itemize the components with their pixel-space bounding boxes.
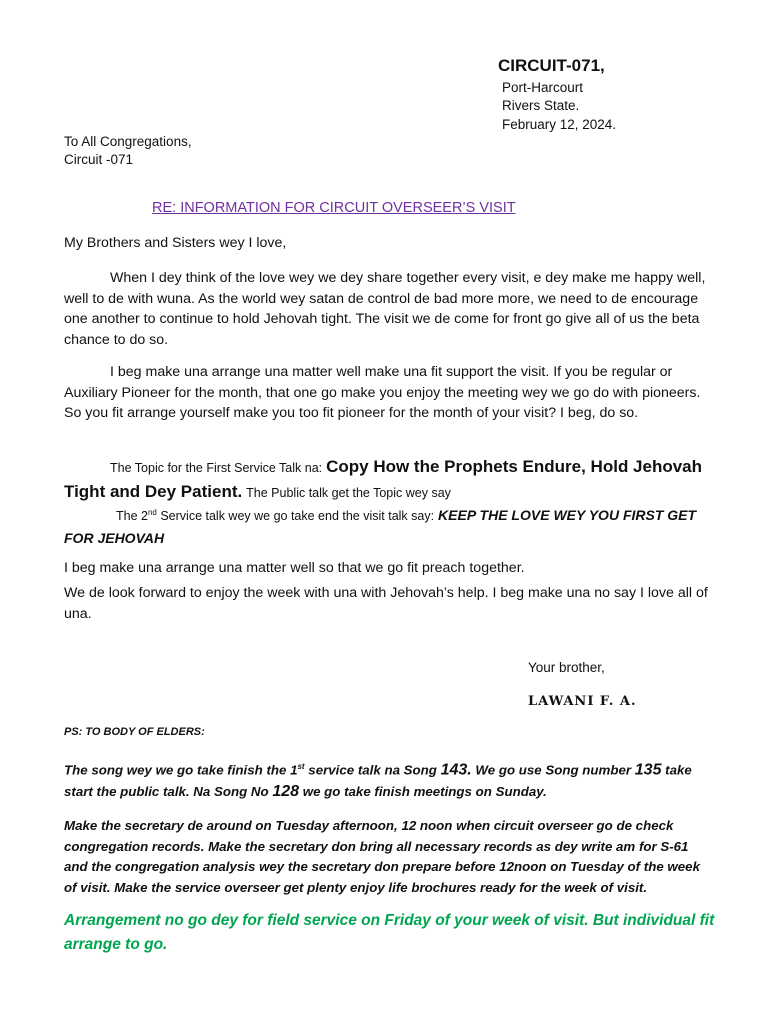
ps-secretary: Make the secretary de around on Tuesday afternoon, 12 noon when circuit overseer go de check congregation records. Make the secretary don bring all necessary records as dey write am for S-61 and the congregation analysis wey the secretary don prepare before 12noon on Tuesday of the week of visit. Make the service overseer get plenty enjoy life brochures ready for the week of visit.: [64, 818, 700, 895]
closing: Your brother,: [528, 660, 605, 675]
subject-line: RE: INFORMATION FOR CIRCUIT OVERSEER’S VISIT: [152, 200, 516, 216]
topics-block: [64, 455, 714, 505]
ps-songs: The song wey we go take finish the 1st service talk na Song 143. We go use Song number 135 take start the public talk. Na Song No 128 we go take finish meetings on Sunday.: [64, 761, 692, 801]
public-talk-intro: The Public talk get the Topic wey say: [246, 486, 451, 500]
song-128: 128: [272, 783, 300, 801]
signature: LAWANI F. A.: [528, 694, 637, 709]
salutation: My Brothers and Sisters wey I love,: [64, 235, 287, 251]
first-talk-intro: The Topic for the First Service Talk na:: [110, 461, 323, 475]
paragraph-1: When I dey think of the love wey we dey share together every visit, e dey make me happy well, well to de with wuna. As the world wey satan de control de bad more more, we need to de encourage one another to continue to hold Jehovah tight. The visit we de come for front go give all of us the beta chance to do so.: [64, 270, 706, 348]
address-state: Rivers State.: [502, 98, 580, 113]
song-143: 143.: [440, 761, 472, 779]
second-talk-block: [64, 502, 714, 550]
arrangement-note: Arrangement no go dey for field service on Friday of your week of visit. But individual fit arrange to go.: [64, 912, 715, 953]
circuit-heading: CIRCUIT-071,: [498, 56, 605, 75]
recipient-line-1: To All Congregations,: [64, 134, 192, 149]
preach-line: I beg make una arrange una matter well so that we go fit preach together.: [64, 560, 525, 576]
first-talk-title: Copy How the Prophets Endure, Hold Jehovah Tight and Dey Patient.: [64, 457, 703, 501]
address-city: Port-Harcourt: [502, 80, 584, 95]
song-135: 135: [634, 761, 662, 779]
ps-heading: PS: TO BODY OF ELDERS:: [64, 726, 205, 738]
paragraph-2: I beg make una arrange una matter well make una fit support the visit. If you be regular or Auxiliary Pioneer for the month, that one go make you enjoy the meeting wey we go do with pioneers. So you fit arrange yourself make you too fit pioneer for the month of your visit? I beg, do so.: [64, 364, 701, 421]
forward-line: We de look forward to enjoy the week with una with Jehovah’s help. I beg make una no say I love all of una.: [64, 585, 708, 622]
second-talk-intro: The 2nd Service talk wey we go take end the visit talk say:: [116, 508, 435, 524]
recipient-line-2: Circuit -071: [64, 152, 134, 167]
letter-date: February 12, 2024.: [502, 117, 617, 132]
second-talk-title: KEEP THE LOVE WEY YOU FIRST GET FOR JEHOVAH: [64, 507, 697, 547]
